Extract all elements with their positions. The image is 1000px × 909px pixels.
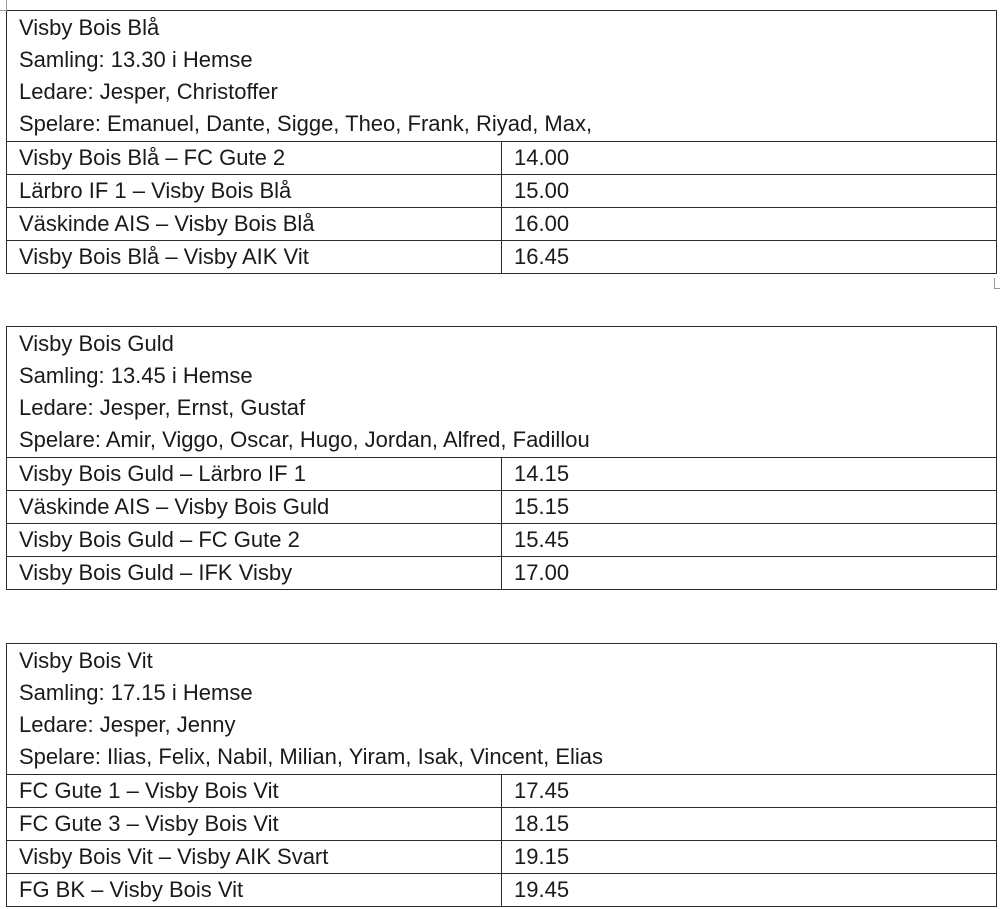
match-cell: FC Gute 3 – Visby Bois Vit xyxy=(7,808,502,841)
team-name: Visby Bois Blå xyxy=(19,15,160,40)
time-cell: 14.15 xyxy=(502,458,997,491)
players-info: Spelare: Emanuel, Dante, Sigge, Theo, Frank, Riyad, Max, xyxy=(19,111,593,136)
team-info-cell xyxy=(7,327,997,458)
match-row xyxy=(7,208,997,241)
team-info-cell xyxy=(7,644,997,775)
match-cell: Visby Bois Guld – IFK Visby xyxy=(7,557,502,590)
match-row xyxy=(7,874,997,907)
time-cell: 15.45 xyxy=(502,524,997,557)
match-cell: Visby Bois Blå – FC Gute 2 xyxy=(7,142,502,175)
match-row xyxy=(7,557,997,590)
time-cell: 18.15 xyxy=(502,808,997,841)
match-cell: Visby Bois Guld – Lärbro IF 1 xyxy=(7,458,502,491)
time-cell: 17.00 xyxy=(502,557,997,590)
match-cell: Visby Bois Blå – Visby AIK Vit xyxy=(7,241,502,274)
leaders-info: Ledare: Jesper, Ernst, Gustaf xyxy=(19,395,306,420)
match-row xyxy=(7,175,997,208)
time-cell: 19.15 xyxy=(502,841,997,874)
time-cell: 17.45 xyxy=(502,775,997,808)
time-cell: 16.45 xyxy=(502,241,997,274)
time-cell: 15.15 xyxy=(502,491,997,524)
text-boundary-mark xyxy=(0,0,7,11)
time-cell: 15.00 xyxy=(502,175,997,208)
leaders-info: Ledare: Jesper, Christoffer xyxy=(19,79,278,104)
match-cell: Visby Bois Guld – FC Gute 2 xyxy=(7,524,502,557)
match-cell: Väskinde AIS – Visby Bois Blå xyxy=(7,208,502,241)
team-table-bla xyxy=(6,10,997,274)
team-info-row xyxy=(7,11,997,142)
match-row xyxy=(7,241,997,274)
team-table-guld xyxy=(6,326,997,590)
match-row xyxy=(7,142,997,175)
time-cell: 16.00 xyxy=(502,208,997,241)
match-cell: Lärbro IF 1 – Visby Bois Blå xyxy=(7,175,502,208)
team-info-cell xyxy=(7,11,997,142)
team-name: Visby Bois Vit xyxy=(19,648,153,673)
match-cell: FG BK – Visby Bois Vit xyxy=(7,874,502,907)
team-table-vit xyxy=(6,643,997,907)
team-info-row xyxy=(7,327,997,458)
time-cell: 14.00 xyxy=(502,142,997,175)
match-row xyxy=(7,841,997,874)
match-cell: FC Gute 1 – Visby Bois Vit xyxy=(7,775,502,808)
gathering-info: Samling: 13.45 i Hemse xyxy=(19,363,253,388)
match-row xyxy=(7,775,997,808)
players-info: Spelare: Ilias, Felix, Nabil, Milian, Yiram, Isak, Vincent, Elias xyxy=(19,744,604,769)
match-row xyxy=(7,808,997,841)
match-row xyxy=(7,524,997,557)
team-info-row xyxy=(7,644,997,775)
time-cell: 19.45 xyxy=(502,874,997,907)
gathering-info: Samling: 13.30 i Hemse xyxy=(19,47,253,72)
match-cell: Visby Bois Vit – Visby AIK Svart xyxy=(7,841,502,874)
text-boundary-mark xyxy=(994,278,1000,289)
team-name: Visby Bois Guld xyxy=(19,331,174,356)
leaders-info: Ledare: Jesper, Jenny xyxy=(19,712,236,737)
match-row xyxy=(7,458,997,491)
players-info: Spelare: Amir, Viggo, Oscar, Hugo, Jordan, Alfred, Fadillou xyxy=(19,427,590,452)
match-cell: Väskinde AIS – Visby Bois Guld xyxy=(7,491,502,524)
gathering-info: Samling: 17.15 i Hemse xyxy=(19,680,253,705)
match-row xyxy=(7,491,997,524)
